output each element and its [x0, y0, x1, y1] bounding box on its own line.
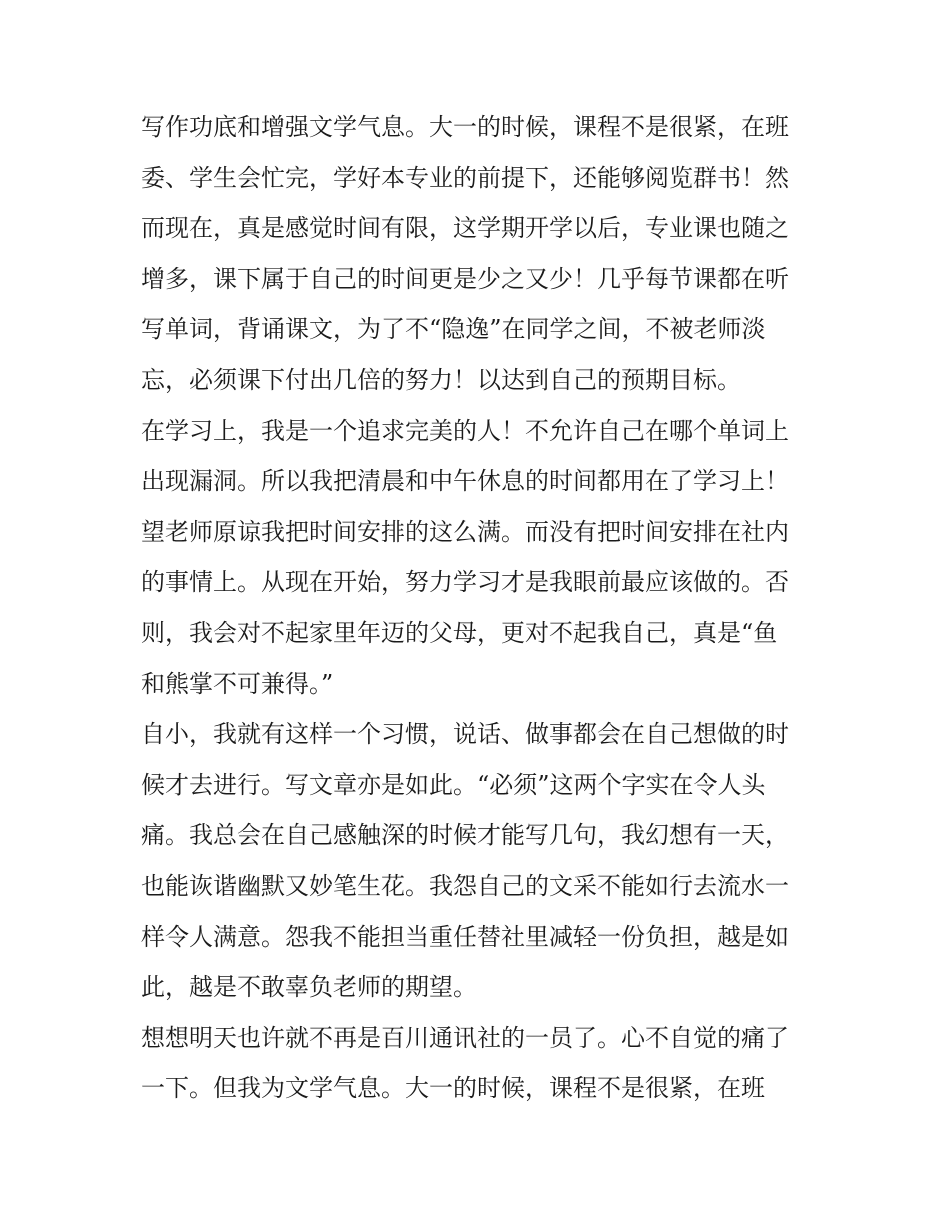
- text-line: 委、学生会忙完，学好本专业的前提下，还能够阅览群书！然: [141, 163, 789, 192]
- text-line: 自小，我就有这样一个习惯，说话、做事都会在自己想做的时: [141, 720, 789, 749]
- text-line: 也能诙谐幽默又妙笔生花。我怨自己的文采不能如行去流水一: [141, 871, 789, 900]
- text-line: 写单词，背诵课文，为了不“隐逸”在同学之间，不被老师淡: [141, 315, 766, 344]
- text-line: 样令人满意。怨我不能担当重任替社里减轻一份负担，越是如: [141, 922, 789, 951]
- text-line: 写作功底和增强文学气息。大一的时候，课程不是很紧，在班: [141, 113, 789, 141]
- document-body: [141, 102, 821, 1114]
- text-line: 痛。我总会在自己感触深的时候才能写几句，我幻想有一天，: [141, 821, 789, 850]
- text-line: 的事情上。从现在开始，努力学习才是我眼前最应该做的。否: [141, 568, 789, 597]
- text-line: 望老师原谅我把时间安排的这么满。而没有把时间安排在社内: [141, 517, 789, 546]
- text-line: 出现漏洞。所以我把清晨和中午休息的时间都用在了学习上！: [141, 467, 789, 496]
- text-line: 一下。但我为文学气息。大一的时候，课程不是很紧，在班: [141, 1074, 765, 1103]
- text-line: 则，我会对不起家里年迈的父母，更对不起我自己，真是“鱼: [141, 618, 778, 647]
- text-line: 此，越是不敢辜负老师的期望。: [141, 973, 477, 1002]
- text-line: 和熊掌不可兼得。”: [141, 669, 334, 698]
- text-line: 增多，课下属于自己的时间更是少之又少！几乎每节课都在听: [141, 264, 789, 293]
- text-line: 想想明天也许就不再是百川通讯社的一员了。心不自觉的痛了: [141, 1023, 789, 1052]
- text-line: 忘，必须课下付出几倍的努力！以达到自己的预期目标。: [141, 365, 741, 394]
- text-line: 而现在，真是感觉时间有限，这学期开学以后，专业课也随之: [141, 214, 789, 243]
- text-line: 候才去进行。写文章亦是如此。“必须”这两个字实在令人头: [141, 770, 766, 799]
- text-line: 在学习上，我是一个追求完美的人！不允许自己在哪个单词上: [141, 416, 789, 445]
